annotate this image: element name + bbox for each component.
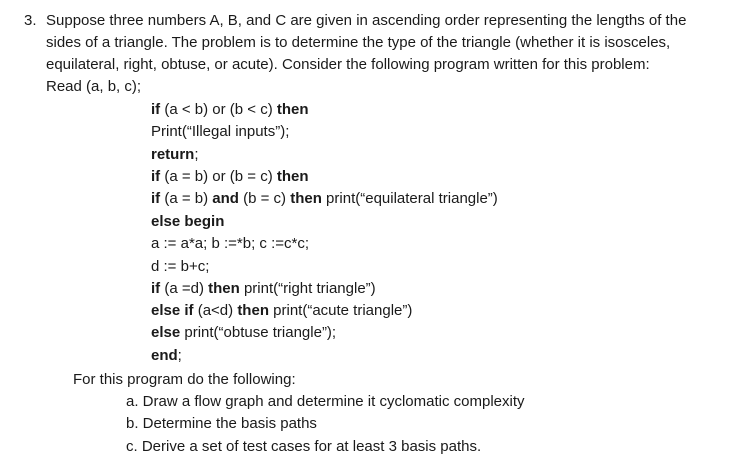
code-line-8 <box>151 257 209 277</box>
keyword: else if <box>151 302 194 319</box>
keyword: else <box>151 324 181 341</box>
keyword: then <box>237 302 269 319</box>
code-line-11 <box>151 323 336 343</box>
read-statement: Read (a, b, c); <box>46 78 142 95</box>
keyword: end <box>151 347 178 364</box>
keyword: if <box>151 101 161 118</box>
code-text: ; <box>194 146 199 163</box>
code-line-1 <box>151 100 309 120</box>
keyword: then <box>290 190 322 207</box>
keyword: else begin <box>151 213 225 230</box>
code-text: print(“equilateral triangle”) <box>321 190 498 207</box>
code-line-4 <box>151 167 309 187</box>
keyword: if <box>151 280 161 297</box>
code-text: a := a*a; b :=*b; c :=c*c; <box>151 235 310 252</box>
code-line-2 <box>151 122 289 142</box>
tasks-intro: For this program do the following: <box>73 371 296 388</box>
code-text: d := b+c; <box>151 258 210 275</box>
keyword: if <box>151 168 161 185</box>
code-line-5 <box>151 189 498 209</box>
intro-line-2: sides of a triangle. The problem is to determine the type of the triangle (whether it is isosceles, <box>46 34 671 51</box>
keyword: return <box>151 146 195 163</box>
code-text: print(“right triangle”) <box>239 280 376 297</box>
code-text: ; <box>177 347 182 364</box>
intro-line-1: Suppose three numbers A, B, and C are given in ascending order representing the lengths of the <box>46 12 687 29</box>
code-line-7 <box>151 234 309 254</box>
code-text: (a<d) <box>193 302 238 319</box>
code-line-10 <box>151 301 412 321</box>
code-text: (a < b) or (b < c) <box>160 101 277 118</box>
code-text: Print(“Illegal inputs”); <box>151 123 290 140</box>
keyword: and <box>212 190 239 207</box>
code-line-6 <box>151 212 224 232</box>
code-text: (a = b) or (b = c) <box>160 168 277 185</box>
code-text: print(“obtuse triangle”); <box>180 324 337 341</box>
code-text: (b = c) <box>238 190 291 207</box>
keyword: then <box>208 280 240 297</box>
intro-line-3: equilateral, right, obtuse, or acute). Consider the following program written for this problem: <box>46 56 650 73</box>
code-line-12 <box>151 346 182 366</box>
keyword: then <box>276 101 309 118</box>
code-line-9 <box>151 279 376 299</box>
task-item-c: c. Derive a set of test cases for at least 3 basis paths. <box>126 438 482 455</box>
code-text: print(“acute triangle”) <box>268 302 413 319</box>
keyword: then <box>276 168 309 185</box>
task-item-b: b. Determine the basis paths <box>126 415 317 432</box>
code-line-3 <box>151 145 199 165</box>
task-item-a: a. Draw a flow graph and determine it cyclomatic complexity <box>126 393 525 410</box>
question-number: 3. <box>24 12 37 29</box>
keyword: if <box>151 190 161 207</box>
code-text: (a = b) <box>160 190 213 207</box>
code-text: (a =d) <box>160 280 209 297</box>
